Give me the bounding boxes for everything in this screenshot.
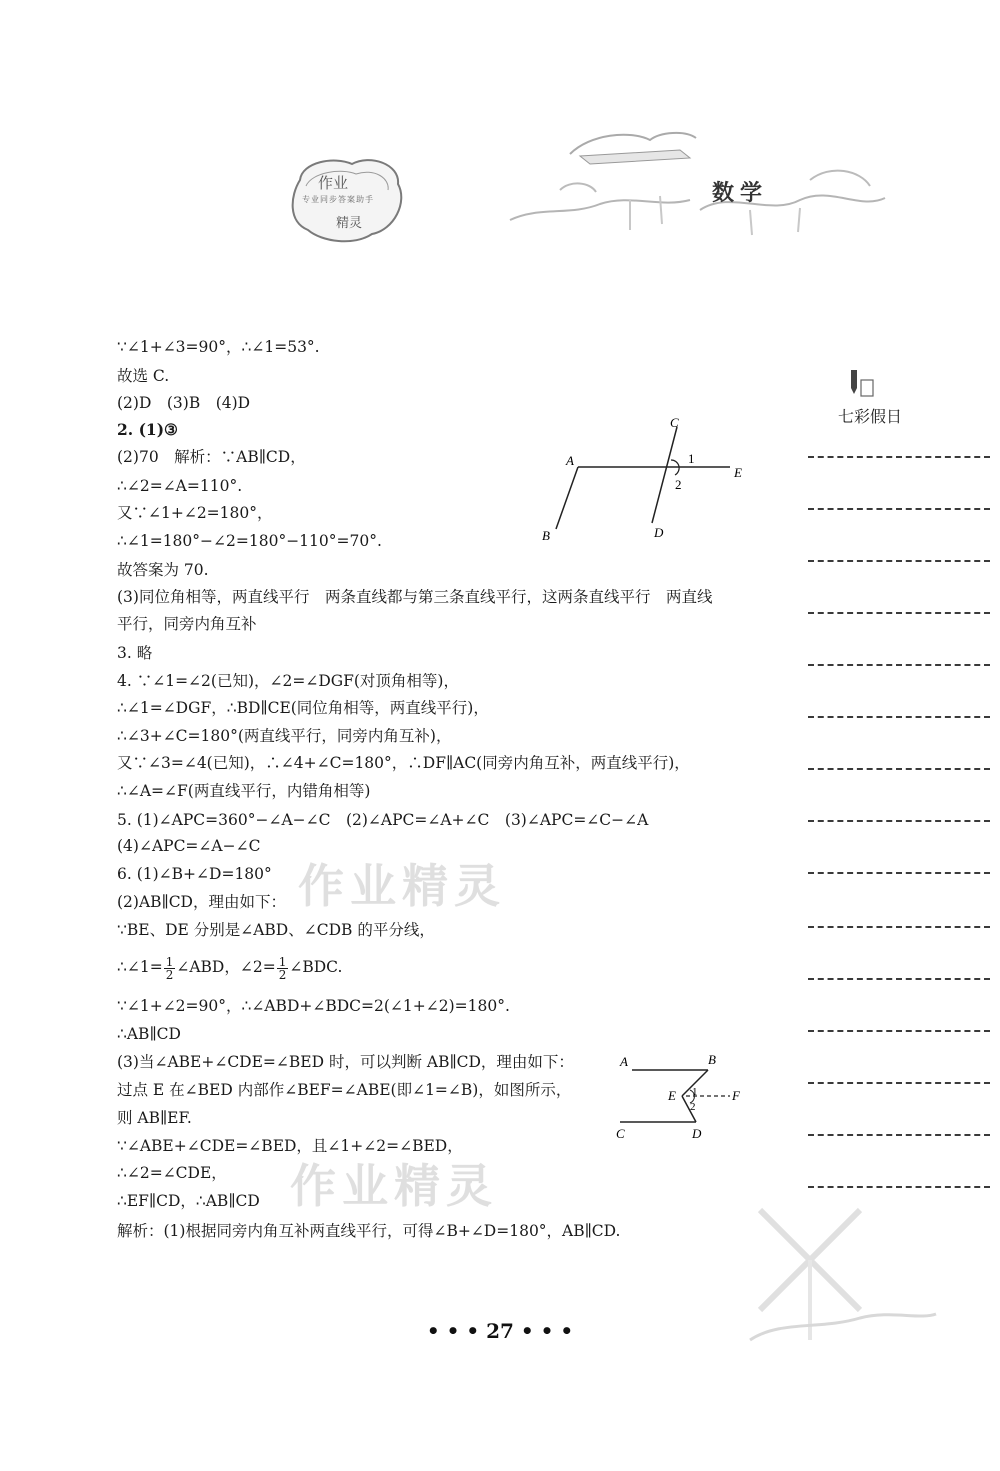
label-2: 2 bbox=[675, 477, 682, 492]
text-line: 则 AB∥EF. bbox=[117, 1109, 192, 1127]
text-line: ∵∠ABE+∠CDE=∠BED，且∠1+∠2=∠BED， bbox=[117, 1137, 463, 1155]
note-rule bbox=[808, 612, 990, 614]
stamp-logo bbox=[282, 150, 410, 246]
text-line: 6. (1)∠B+∠D=180° bbox=[117, 865, 272, 883]
line-cd bbox=[652, 427, 677, 523]
text-line: ∵BE、DE 分别是∠ABD、∠CDB 的平分线， bbox=[117, 921, 435, 939]
label-d: D bbox=[692, 1126, 702, 1141]
label-2: 2 bbox=[690, 1101, 696, 1113]
stamp-middle-text: 专业同步答案助手 bbox=[302, 195, 374, 204]
text-line: (2)D (3)B (4)D bbox=[117, 394, 251, 412]
watermark-2: 作业精灵 bbox=[290, 1159, 498, 1213]
text-line: 故答案为 70. bbox=[117, 561, 209, 579]
note-rule bbox=[808, 1030, 990, 1032]
label-b: B bbox=[708, 1052, 716, 1067]
text-line: (4)∠APC=∠A−∠C bbox=[117, 837, 261, 855]
text-line: 3. 略 bbox=[117, 644, 153, 662]
line-ab bbox=[556, 467, 578, 529]
note-rule bbox=[808, 508, 990, 510]
text-line: 又∵∠3=∠4(已知)，∴∠4+∠C=180°，∴DF∥AC(同旁内角互补，两直线平行)， bbox=[117, 754, 690, 772]
stamp-top-text: 作业 bbox=[318, 174, 349, 192]
text-line: ∴∠1=180°−∠2=180°−110°=70°. bbox=[117, 532, 382, 550]
text-segment: ∠ABD，∠2= bbox=[176, 958, 276, 976]
fraction-line bbox=[117, 952, 342, 982]
text-line: 故选 C. bbox=[117, 367, 170, 385]
text-line: ∵∠1+∠2=90°，∴∠ABD+∠BDC=2(∠1+∠2)=180°. bbox=[117, 997, 510, 1015]
text-line: ∴EF∥CD，∴AB∥CD bbox=[117, 1192, 260, 1210]
banner-illustration bbox=[500, 120, 890, 250]
note-rule bbox=[808, 560, 990, 562]
note-rule bbox=[808, 978, 990, 980]
note-rule bbox=[808, 768, 990, 770]
note-rule bbox=[808, 456, 990, 458]
note-rule bbox=[808, 1134, 990, 1136]
pen-icon bbox=[845, 368, 875, 406]
note-rule bbox=[808, 716, 990, 718]
label-e: E bbox=[734, 465, 742, 480]
text-line: (2)AB∥CD，理由如下： bbox=[117, 893, 286, 911]
fraction-half: $\frac{1}{2}$ bbox=[165, 954, 174, 982]
label-a: A bbox=[620, 1054, 628, 1069]
note-rule bbox=[808, 664, 990, 666]
text-line: (3)同位角相等，两直线平行 两条直线都与第三条直线平行，这两条直线平行 两直线 bbox=[117, 588, 713, 606]
subject-title: 数学 bbox=[712, 180, 769, 206]
label-e: E bbox=[668, 1088, 676, 1103]
text-line: 又∵∠1+∠2=180°， bbox=[117, 504, 273, 522]
text-segment: ∠BDC. bbox=[289, 958, 343, 976]
label-a: A bbox=[566, 453, 574, 468]
text-line: ∴∠3+∠C=180°(两直线平行，同旁内角互补)， bbox=[117, 727, 452, 745]
text-line: ∵∠1+∠3=90°，∴∠1=53°. bbox=[117, 338, 320, 356]
text-line: (3)当∠ABE+∠CDE=∠BED 时，可以判断 AB∥CD，理由如下： bbox=[117, 1053, 574, 1071]
label-b: B bbox=[542, 528, 550, 543]
text-line: 4. ∵∠1=∠2(已知)，∠2=∠DGF(对顶角相等)， bbox=[117, 672, 459, 690]
note-rule bbox=[808, 1082, 990, 1084]
page-number: • • • 27 • • • bbox=[426, 1319, 574, 1343]
text-line: 平行，同旁内角互补 bbox=[117, 615, 257, 633]
label-1: 1 bbox=[692, 1086, 698, 1098]
stamp-bottom-text: 精灵 bbox=[336, 216, 363, 231]
note-rule bbox=[808, 1186, 990, 1188]
figure-1 bbox=[530, 415, 760, 555]
text-line: ∴∠2=∠A=110°. bbox=[117, 477, 243, 495]
text-line: 解析：(1)根据同旁内角互补两直线平行，可得∠B+∠D=180°，AB∥CD. bbox=[117, 1222, 621, 1240]
label-f: F bbox=[732, 1088, 740, 1103]
label-d: D bbox=[654, 525, 664, 540]
bottom-decoration bbox=[740, 1200, 940, 1350]
text-segment: ∴∠1= bbox=[117, 958, 163, 976]
figure-2 bbox=[612, 1050, 762, 1150]
fraction-half: $\frac{1}{2}$ bbox=[278, 954, 287, 982]
note-rule bbox=[808, 872, 990, 874]
text-line: ∴∠2=∠CDE， bbox=[117, 1164, 227, 1182]
label-1: 1 bbox=[688, 451, 695, 466]
text-line: 过点 E 在∠BED 内部作∠BEF=∠ABE(即∠1=∠B)，如图所示， bbox=[117, 1081, 572, 1099]
label-c: C bbox=[670, 415, 679, 430]
text-line: 5. (1)∠APC=360°−∠A−∠C (2)∠APC=∠A+∠C (3)∠APC=∠C−∠A bbox=[117, 811, 649, 829]
label-c: C bbox=[616, 1126, 625, 1141]
text-line: ∴∠1=∠DGF，∴BD∥CE(同位角相等，两直线平行)， bbox=[117, 699, 489, 717]
note-rule bbox=[808, 926, 990, 928]
sidebar-label: 七彩假日 bbox=[838, 407, 903, 426]
text-line: ∴∠A=∠F(两直线平行，内错角相等) bbox=[117, 782, 371, 800]
text-line: ∴AB∥CD bbox=[117, 1025, 181, 1043]
text-line: (2)70 解析：∵AB∥CD， bbox=[117, 448, 306, 466]
note-rule bbox=[808, 820, 990, 822]
header-banner bbox=[500, 120, 890, 250]
watermark-1: 作业精灵 bbox=[298, 859, 506, 913]
text-line: 2. (1)③ bbox=[117, 420, 178, 439]
